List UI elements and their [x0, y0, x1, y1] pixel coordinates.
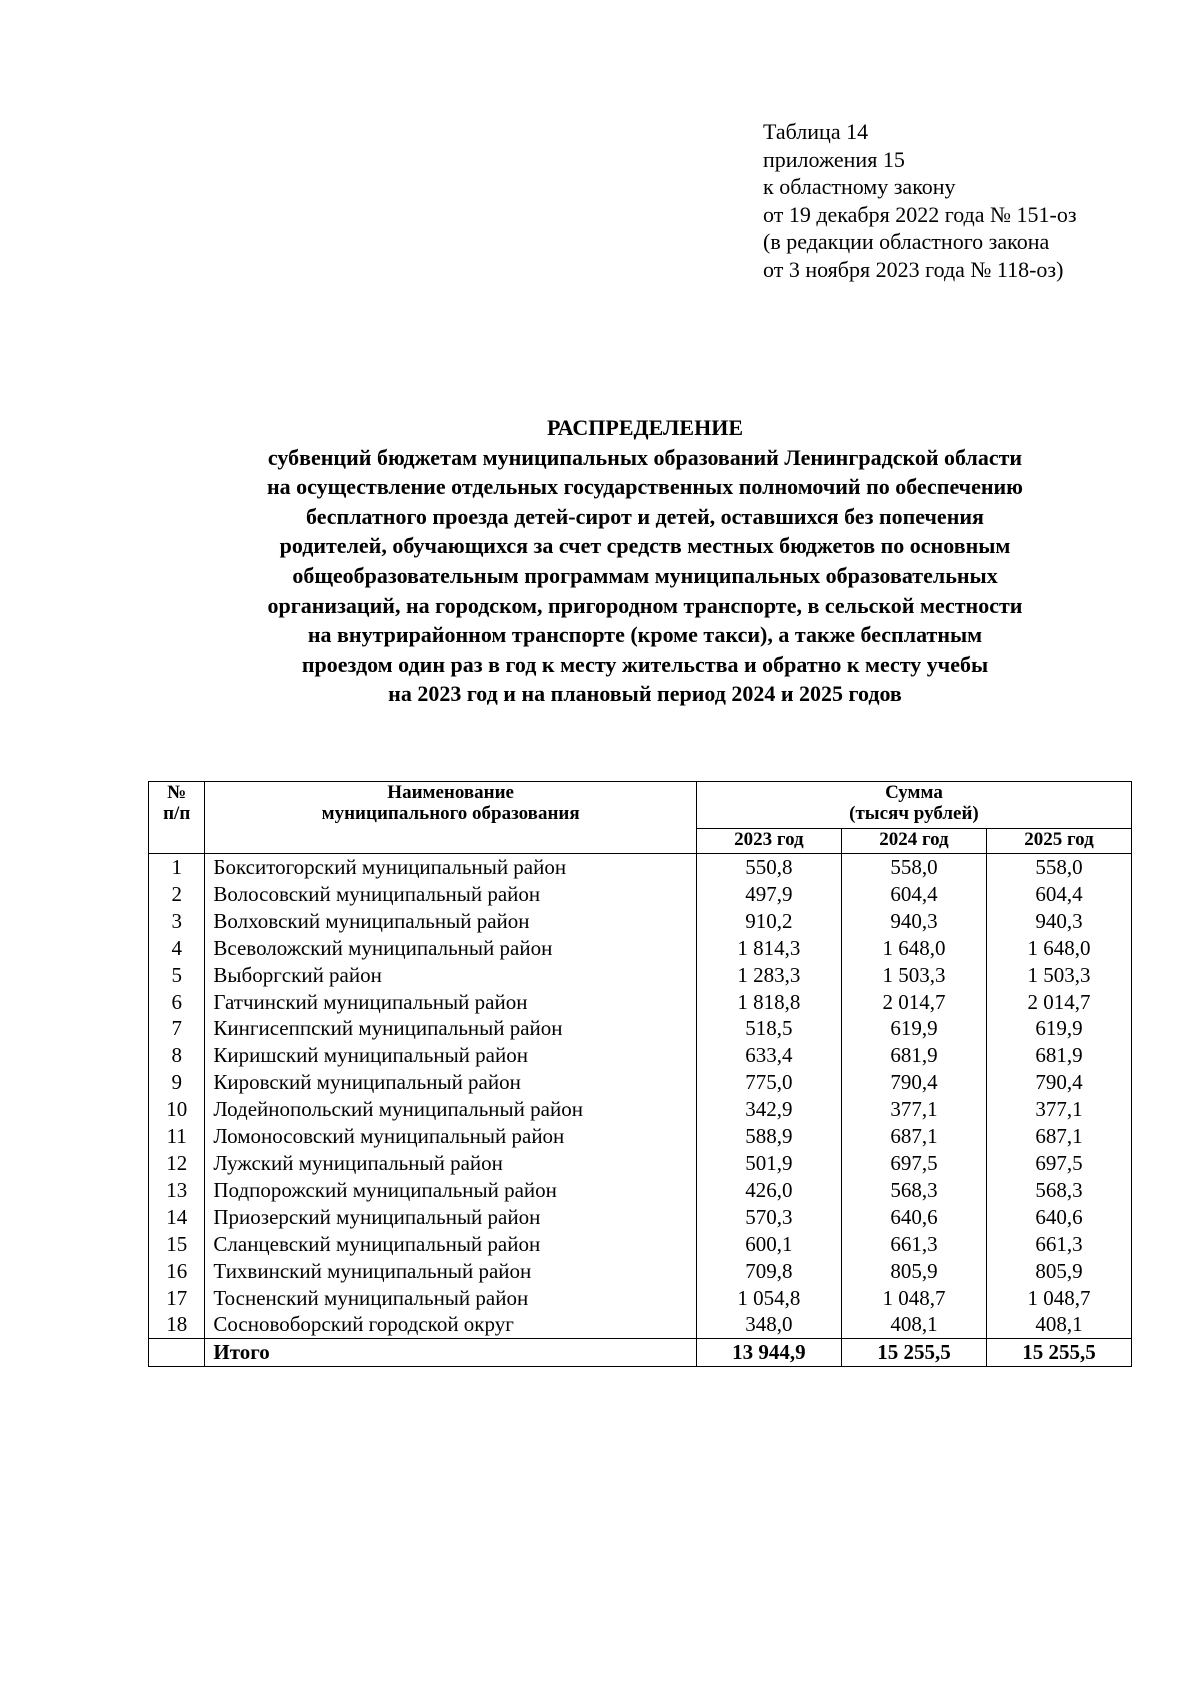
amount-2025: 687,1 [986, 1123, 1131, 1150]
appendix-note-line: Таблица 14 [763, 119, 869, 144]
table-row [149, 1258, 1132, 1285]
amount-2025: 640,6 [986, 1204, 1131, 1231]
column-header-number-line: № [167, 782, 187, 803]
row-number: 2 [149, 881, 205, 908]
table-row [149, 989, 1132, 1016]
amount-2023: 1 054,8 [696, 1285, 841, 1312]
amount-2024: 619,9 [841, 1015, 986, 1042]
row-number: 13 [149, 1177, 205, 1204]
amount-2025: 805,9 [986, 1258, 1131, 1285]
document-title [120, 413, 1170, 709]
amount-2023: 1 283,3 [696, 962, 841, 989]
municipality-name: Подпорожский муниципальный район [205, 1177, 697, 1204]
table-row [149, 1123, 1132, 1150]
municipality-name: Тихвинский муниципальный район [205, 1258, 697, 1285]
column-header-number [149, 782, 205, 854]
row-number: 8 [149, 1042, 205, 1069]
table-row [149, 1204, 1132, 1231]
amount-2023: 342,9 [696, 1096, 841, 1123]
amount-2023: 550,8 [696, 854, 841, 881]
amount-2024: 661,3 [841, 1231, 986, 1258]
municipality-name: Лодейнопольский муниципальный район [205, 1096, 697, 1123]
amount-2023: 501,9 [696, 1150, 841, 1177]
amount-2025: 790,4 [986, 1069, 1131, 1096]
document-title-main: РАСПРЕДЕЛЕНИЕ [546, 415, 743, 440]
column-header-name-line: муниципального образования [321, 803, 580, 824]
table-row [149, 1231, 1132, 1258]
amount-2025: 2 014,7 [986, 989, 1131, 1016]
table-row [149, 1096, 1132, 1123]
row-number: 3 [149, 908, 205, 935]
row-number: 1 [149, 854, 205, 881]
amount-2025: 604,4 [986, 881, 1131, 908]
row-number: 4 [149, 935, 205, 962]
municipality-name: Бокситогорский муниципальный район [205, 854, 697, 881]
municipality-name: Волховский муниципальный район [205, 908, 697, 935]
municipality-name: Приозерский муниципальный район [205, 1204, 697, 1231]
amount-2023: 1 818,8 [696, 989, 841, 1016]
row-number: 16 [149, 1258, 205, 1285]
column-header-year-2025: 2025 год [986, 829, 1131, 854]
appendix-note-line: от 3 ноября 2023 года № 118-оз) [763, 256, 1064, 282]
amount-2025: 681,9 [986, 1042, 1131, 1069]
amount-2023: 600,1 [696, 1231, 841, 1258]
column-header-year-2024: 2024 год [841, 829, 986, 854]
amount-2025: 661,3 [986, 1231, 1131, 1258]
total-2023: 13 944,9 [696, 1339, 841, 1367]
amount-2025: 1 048,7 [986, 1285, 1131, 1312]
amount-2024: 687,1 [841, 1123, 986, 1150]
appendix-note-line: (в редакции областного закона [763, 229, 1050, 255]
column-header-sum [696, 782, 1131, 829]
table-footer [149, 1339, 1132, 1367]
municipality-name: Сосновоборский городской округ [205, 1311, 697, 1338]
row-number: 6 [149, 989, 205, 1016]
document-title-line: на внутрирайонном транспорте (кроме такси), а также бесплатным [307, 622, 983, 648]
table-row [149, 935, 1132, 962]
amount-2023: 709,8 [696, 1258, 841, 1285]
table-row [149, 1042, 1132, 1069]
municipality-name: Ломоносовский муниципальный район [205, 1123, 697, 1150]
amount-2024: 1 048,7 [841, 1285, 986, 1312]
amount-2023: 426,0 [696, 1177, 841, 1204]
amount-2024: 681,9 [841, 1042, 986, 1069]
amount-2024: 604,4 [841, 881, 986, 908]
total-row-number-cell [149, 1339, 205, 1367]
amount-2023: 910,2 [696, 908, 841, 935]
row-number: 10 [149, 1096, 205, 1123]
amount-2023: 497,9 [696, 881, 841, 908]
table-header [149, 782, 1132, 854]
table-row [149, 1015, 1132, 1042]
table-row [149, 962, 1132, 989]
column-header-sum-line: (тысяч рублей) [849, 803, 979, 824]
amount-2025: 1 503,3 [986, 962, 1131, 989]
municipality-name: Гатчинский муниципальный район [205, 989, 697, 1016]
row-number: 18 [149, 1311, 205, 1338]
row-number: 11 [149, 1123, 205, 1150]
total-2025: 15 255,5 [986, 1339, 1131, 1367]
amount-2023: 348,0 [696, 1311, 841, 1338]
appendix-note [763, 118, 1077, 284]
amount-2024: 408,1 [841, 1311, 986, 1338]
municipality-name: Лужский муниципальный район [205, 1150, 697, 1177]
amount-2025: 408,1 [986, 1311, 1131, 1338]
appendix-note-line: приложения 15 [763, 146, 905, 172]
document-title-line: на 2023 год и на плановый период 2024 и 2025 годов [388, 681, 902, 707]
document-title-line: бесплатного проезда детей-сирот и детей, оставшихся без попечения [306, 503, 984, 529]
municipality-name: Сланцевский муниципальный район [205, 1231, 697, 1258]
amount-2025: 697,5 [986, 1150, 1131, 1177]
column-header-number-line: п/п [163, 803, 191, 824]
municipality-name: Тосненский муниципальный район [205, 1285, 697, 1312]
municipality-name: Киришский муниципальный район [205, 1042, 697, 1069]
total-2024: 15 255,5 [841, 1339, 986, 1367]
column-header-name [205, 782, 697, 854]
amount-2024: 1 648,0 [841, 935, 986, 962]
amount-2025: 377,1 [986, 1096, 1131, 1123]
table-row [149, 881, 1132, 908]
amount-2023: 633,4 [696, 1042, 841, 1069]
document-title-line: субвенций бюджетам муниципальных образований Ленинградской области [267, 444, 1023, 470]
row-number: 17 [149, 1285, 205, 1312]
amount-2025: 558,0 [986, 854, 1131, 881]
amount-2024: 377,1 [841, 1096, 986, 1123]
amount-2023: 518,5 [696, 1015, 841, 1042]
document-title-line: на осуществление отдельных государственных полномочий по обеспечению [266, 474, 1023, 500]
table-body [149, 854, 1132, 1339]
municipality-name: Волосовский муниципальный район [205, 881, 697, 908]
row-number: 15 [149, 1231, 205, 1258]
amount-2025: 568,3 [986, 1177, 1131, 1204]
column-header-year-2023: 2023 год [696, 829, 841, 854]
amount-2024: 2 014,7 [841, 989, 986, 1016]
total-label: Итого [205, 1339, 697, 1367]
municipality-name: Выборгский район [205, 962, 697, 989]
amount-2025: 619,9 [986, 1015, 1131, 1042]
amount-2023: 1 814,3 [696, 935, 841, 962]
document-title-line: родителей, обучающихся за счет средств местных бюджетов по основным [279, 533, 1011, 559]
row-number: 14 [149, 1204, 205, 1231]
appendix-note-line: к областному закону [763, 174, 956, 200]
row-number: 9 [149, 1069, 205, 1096]
amount-2024: 805,9 [841, 1258, 986, 1285]
table-row [149, 854, 1132, 881]
table-row [149, 1150, 1132, 1177]
amount-2024: 697,5 [841, 1150, 986, 1177]
column-header-name-line: Наименование [387, 782, 514, 803]
distribution-table [148, 781, 1132, 1367]
table-row [149, 1311, 1132, 1338]
table-row [149, 1069, 1132, 1096]
row-number: 5 [149, 962, 205, 989]
amount-2024: 790,4 [841, 1069, 986, 1096]
amount-2023: 775,0 [696, 1069, 841, 1096]
row-number: 12 [149, 1150, 205, 1177]
amount-2024: 940,3 [841, 908, 986, 935]
municipality-name: Кингисеппский муниципальный район [205, 1015, 697, 1042]
table-row [149, 1177, 1132, 1204]
amount-2023: 588,9 [696, 1123, 841, 1150]
appendix-note-line: от 19 декабря 2022 года № 151-оз [763, 201, 1077, 227]
row-number: 7 [149, 1015, 205, 1042]
amount-2024: 558,0 [841, 854, 986, 881]
total-row [149, 1339, 1132, 1367]
amount-2024: 640,6 [841, 1204, 986, 1231]
document-title-line: проездом один раз в год к месту жительства и обратно к месту учебы [301, 651, 989, 677]
document-title-line: общеобразовательным программам муниципальных образовательных [292, 562, 998, 588]
amount-2025: 940,3 [986, 908, 1131, 935]
document-title-line: организаций, на городском, пригородном транспорте, в сельской местности [267, 592, 1023, 618]
amount-2024: 568,3 [841, 1177, 986, 1204]
municipality-name: Кировский муниципальный район [205, 1069, 697, 1096]
table-row [149, 908, 1132, 935]
amount-2025: 1 648,0 [986, 935, 1131, 962]
amount-2023: 570,3 [696, 1204, 841, 1231]
column-header-sum-line: Сумма [885, 782, 943, 803]
amount-2024: 1 503,3 [841, 962, 986, 989]
municipality-name: Всеволожский муниципальный район [205, 935, 697, 962]
table-row [149, 1285, 1132, 1312]
